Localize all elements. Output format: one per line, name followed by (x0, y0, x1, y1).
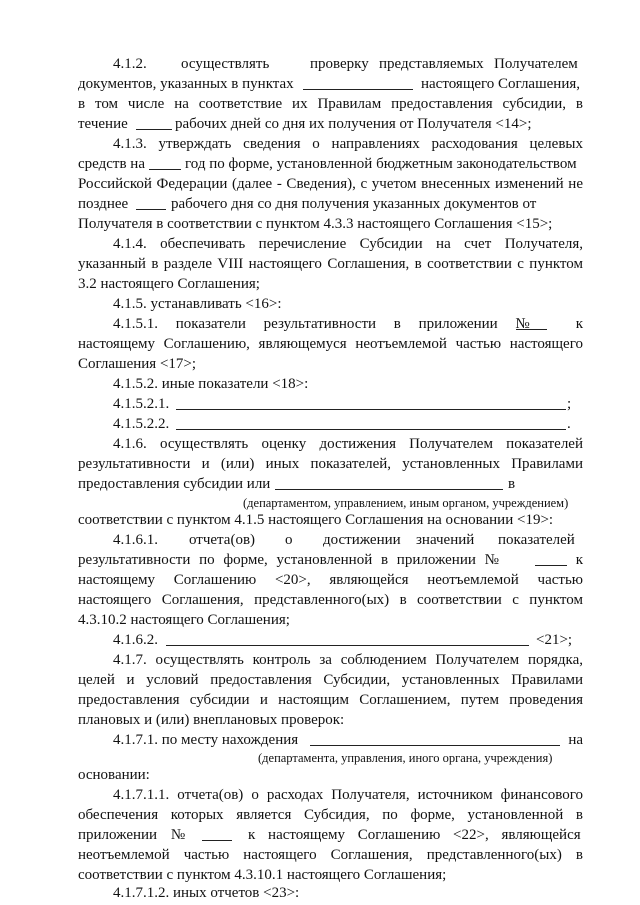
p413-line1: 4.1.3. утверждать сведения о направлениях расходования целевых (113, 136, 583, 152)
p4171-note: (департамента, управления, иного органа, учреждения) (258, 751, 553, 765)
p412-line1 (113, 54, 583, 74)
p417-line3: предоставления субсидии и настоящим Соглашением, путем проведения (78, 692, 583, 708)
p413-blank-year[interactable] (149, 169, 181, 170)
p4151-line1 (113, 314, 583, 334)
p4162-end: <21>; (536, 632, 573, 648)
p413-blank-day[interactable] (136, 209, 166, 210)
p4161-w2: о (285, 532, 293, 548)
p41711-line4: неотъемлемой частью настоящего Соглашения, представленного(ых) в (78, 847, 583, 863)
p4151-blank-annex[interactable] (516, 329, 547, 330)
p412-text3: течение (78, 116, 128, 132)
p4161-number: 4.1.6.1. (113, 532, 158, 548)
p41711-line5: соответствии с пунктом 4.3.10.1 настоящего Соглашения; (78, 867, 447, 883)
p412-text4: рабочих дней со дня их получения от Получателя <14>; (175, 116, 532, 132)
p415-line: 4.1.5. устанавливать <16>: (113, 296, 282, 312)
p4162-blank[interactable] (166, 645, 529, 646)
p4151-k: к (575, 316, 583, 332)
p4162-number: 4.1.6.2. (113, 632, 158, 648)
p416-blank-organ[interactable] (275, 489, 503, 490)
p41522-end: . (567, 416, 571, 432)
p41712-line: 4.1.7.1.2. иных отчетов <23>: (113, 885, 300, 901)
p416-line4: соответствии с пунктом 4.1.5 настоящего Соглашения на основании <19>: (78, 512, 554, 528)
p413-line2 (78, 154, 583, 174)
p41522-blank[interactable] (176, 429, 566, 430)
p412-blank-points[interactable] (303, 89, 413, 90)
p412-text2: настоящего Соглашения, (421, 76, 581, 92)
p41711-line2: обеспечения которых является Субсидия, по форме, установленной в (78, 807, 583, 823)
p412-number: 4.1.2. (113, 56, 147, 72)
p4151-text: 4.1.5.1. показатели результативности в приложении № (113, 316, 530, 332)
p4161-w1: отчета(ов) (189, 532, 256, 548)
p416-v: в (508, 476, 516, 492)
p412-blank-days[interactable] (136, 129, 172, 130)
p414-line2: указанный в разделе VIII настоящего Соглашения, в соответствии с пунктом (78, 256, 583, 272)
p416-line2: результативности и (или) иных показателей, установленных Правилами (78, 456, 583, 472)
p4171-line2: основании: (78, 767, 150, 783)
p414-line3: 3.2 настоящего Соглашения; (78, 276, 260, 292)
p413-text3: позднее (78, 196, 129, 212)
p4161-text: результативности по форме, установленной в приложении № (78, 552, 499, 568)
p41522-number: 4.1.5.2.2. (113, 416, 170, 432)
p41711-blank-annex[interactable] (202, 840, 232, 841)
p413-line5: Получателя в соответствии с пунктом 4.3.3 настоящего Соглашения <15>; (78, 216, 553, 232)
p41521-line (113, 394, 583, 414)
p413-text: средств на (78, 156, 145, 172)
p412-w3: представляемых (379, 56, 484, 72)
p416-line1: 4.1.6. осуществлять оценку достижения Получателем показателей (113, 436, 583, 452)
p416-line3 (78, 474, 583, 494)
p4161-blank-annex[interactable] (535, 565, 567, 566)
p4151-line2: настоящему Соглашению, являющемуся неотъемлемой частью настоящего (78, 336, 583, 352)
p4152-line: 4.1.5.2. иные показатели <18>: (113, 376, 309, 392)
p416-note: (департаментом, управлением, иным органом, учреждением) (243, 496, 569, 510)
p412-w2: проверку (310, 56, 369, 72)
p4171-line1 (113, 730, 583, 750)
p41711-line3 (78, 825, 583, 845)
p412-text: документов, указанных в пунктах (78, 76, 294, 92)
p41522-line (113, 414, 583, 434)
p412-w4: Получателем (494, 56, 578, 72)
p41521-end: ; (567, 396, 572, 412)
p4151-line3: Соглашения <17>; (78, 356, 197, 372)
p41711-text: приложении № (78, 827, 186, 843)
p414-line1: 4.1.4. обеспечивать перечисление Субсидии на счет Получателя, (113, 236, 583, 252)
p412-line4 (78, 114, 583, 134)
p4161-line2 (78, 550, 583, 570)
p417-line4: плановых и (или) внеплановых проверок: (78, 712, 345, 728)
p4171-na: на (568, 732, 583, 748)
p41711-line1: 4.1.7.1.1. отчета(ов) о расходах Получателя, источником финансового (113, 787, 583, 803)
p413-text2: год по форме, установленной бюджетным законодательством (185, 156, 577, 172)
p4171-blank-organ[interactable] (310, 745, 560, 746)
p413-line4 (78, 194, 583, 214)
p412-w1: осуществлять (181, 56, 270, 72)
p413-text4: рабочего дня со дня получения указанных документов от (171, 196, 537, 212)
p4161-line1 (113, 530, 583, 550)
p4161-line5: 4.3.10.2 настоящего Соглашения; (78, 612, 290, 628)
p412-line3: в том числе на соответствие их Правилам предоставления субсидии, в (78, 96, 583, 112)
p4162-line (113, 630, 583, 650)
p4161-line4: настоящего Соглашения, представленного(ых) в соответствии с пунктом (78, 592, 583, 608)
p41521-number: 4.1.5.2.1. (113, 396, 170, 412)
p4161-w3: достижении (323, 532, 401, 548)
p41521-blank[interactable] (176, 409, 566, 410)
p4161-w4: значений (416, 532, 475, 548)
p412-line2 (78, 74, 583, 94)
p4161-k: к (575, 552, 583, 568)
p4171-text: 4.1.7.1. по месту нахождения (113, 732, 299, 748)
p41711-text2: к настоящему Соглашению <22>, являющейся (248, 827, 581, 843)
p4161-w5: показателей (498, 532, 575, 548)
p417-line1: 4.1.7. осуществлять контроль за соблюдением Получателем порядка, (113, 652, 583, 668)
p4161-line3: настоящему Соглашению <20>, являющейся неотъемлемой частью (78, 572, 583, 588)
p416-text: предоставления субсидии или (78, 476, 271, 492)
p417-line2: целей и условий предоставления Субсидии, установленных Правилами (78, 672, 583, 688)
p413-line3: Российской Федерации (далее - Сведения), с учетом внесенных изменений не (78, 176, 583, 192)
